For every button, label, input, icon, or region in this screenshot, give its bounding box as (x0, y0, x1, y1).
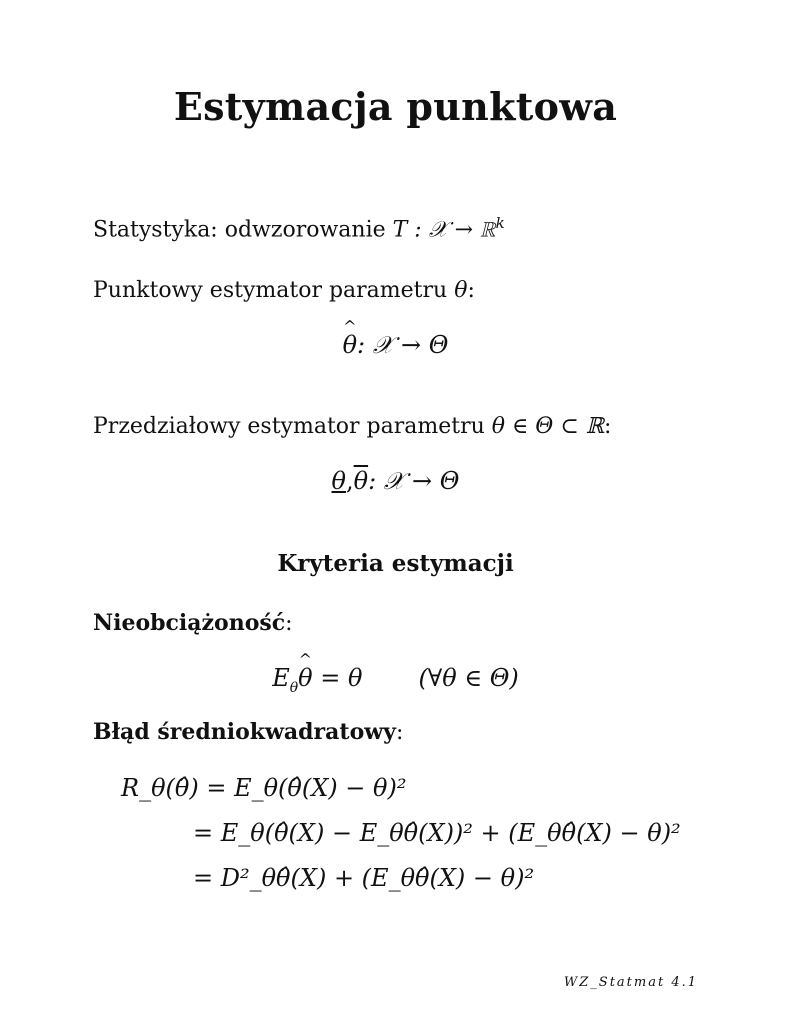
interval-estimator-math: θ ∈ Θ ⊂ ℝ (491, 414, 605, 439)
point-estimator-definition (93, 278, 475, 303)
unbiasedness-label: Nieobciążoność (93, 610, 286, 636)
statistic-definition (93, 214, 505, 242)
theta-hat: ^ θ (298, 664, 312, 692)
mse-line-2-text: = E_θ(θ̂(X) − E_θθ̂(X))² + (E_θθ̂(X) − θ)² (193, 819, 681, 847)
interval-estimator-colon: : (604, 414, 612, 439)
mse-heading (93, 719, 403, 745)
point-estimator-param: θ (454, 278, 468, 303)
mse-label: Błąd średniokwadratowy (93, 719, 396, 745)
theta-hat: ^ θ (343, 331, 357, 359)
mse-colon: : (395, 720, 404, 745)
statistic-text: Statystyka: odwzorowanie (93, 217, 393, 243)
criteria-heading: Kryteria estymacji (277, 550, 514, 577)
unbiasedness-colon: : (285, 611, 293, 636)
interval-estimator-definition (93, 414, 611, 439)
mse-line-3-text: = D²_θθ̂(X) + (E_θθ̂(X) − θ)² (193, 864, 535, 892)
mse-line-3 (193, 864, 534, 892)
unbiasedness-condition: (∀θ ∈ Θ) (418, 664, 519, 692)
interval-estimator-equation (0, 467, 791, 495)
statistic-exponent: k (495, 214, 505, 232)
unbiasedness-equation (0, 664, 791, 696)
theta-upper: $\overline{\theta}$ (353, 467, 369, 495)
point-estimator-text: Punktowy estymator parametru (93, 278, 455, 303)
page-footer: WZ_Statmat 4.1 (563, 975, 698, 990)
expectation-symbol: E (272, 664, 290, 692)
comma: , (345, 467, 354, 495)
point-estimator-colon: : (467, 278, 475, 303)
interval-estimator-mapping: : 𝒳 → Θ (368, 467, 460, 495)
point-estimator-mapping: : 𝒳 → Θ (357, 331, 449, 359)
page-title: Estymacja punktowa (173, 84, 618, 129)
statistic-math: T : 𝒳 → ℝ (392, 217, 496, 243)
theta-lower: θ (331, 467, 346, 495)
unbiasedness-rhs: = θ (312, 664, 363, 692)
interval-estimator-text: Przedziałowy estymator parametru (93, 414, 492, 439)
expectation-subscript: θ (289, 679, 299, 696)
mse-line-1-text: R_θ(θ̂) = E_θ(θ̂(X) − θ)² (121, 774, 407, 802)
point-estimator-equation (0, 331, 791, 359)
mse-line-2 (193, 819, 681, 847)
mse-line-1 (121, 774, 406, 802)
unbiasedness-heading (93, 610, 293, 636)
